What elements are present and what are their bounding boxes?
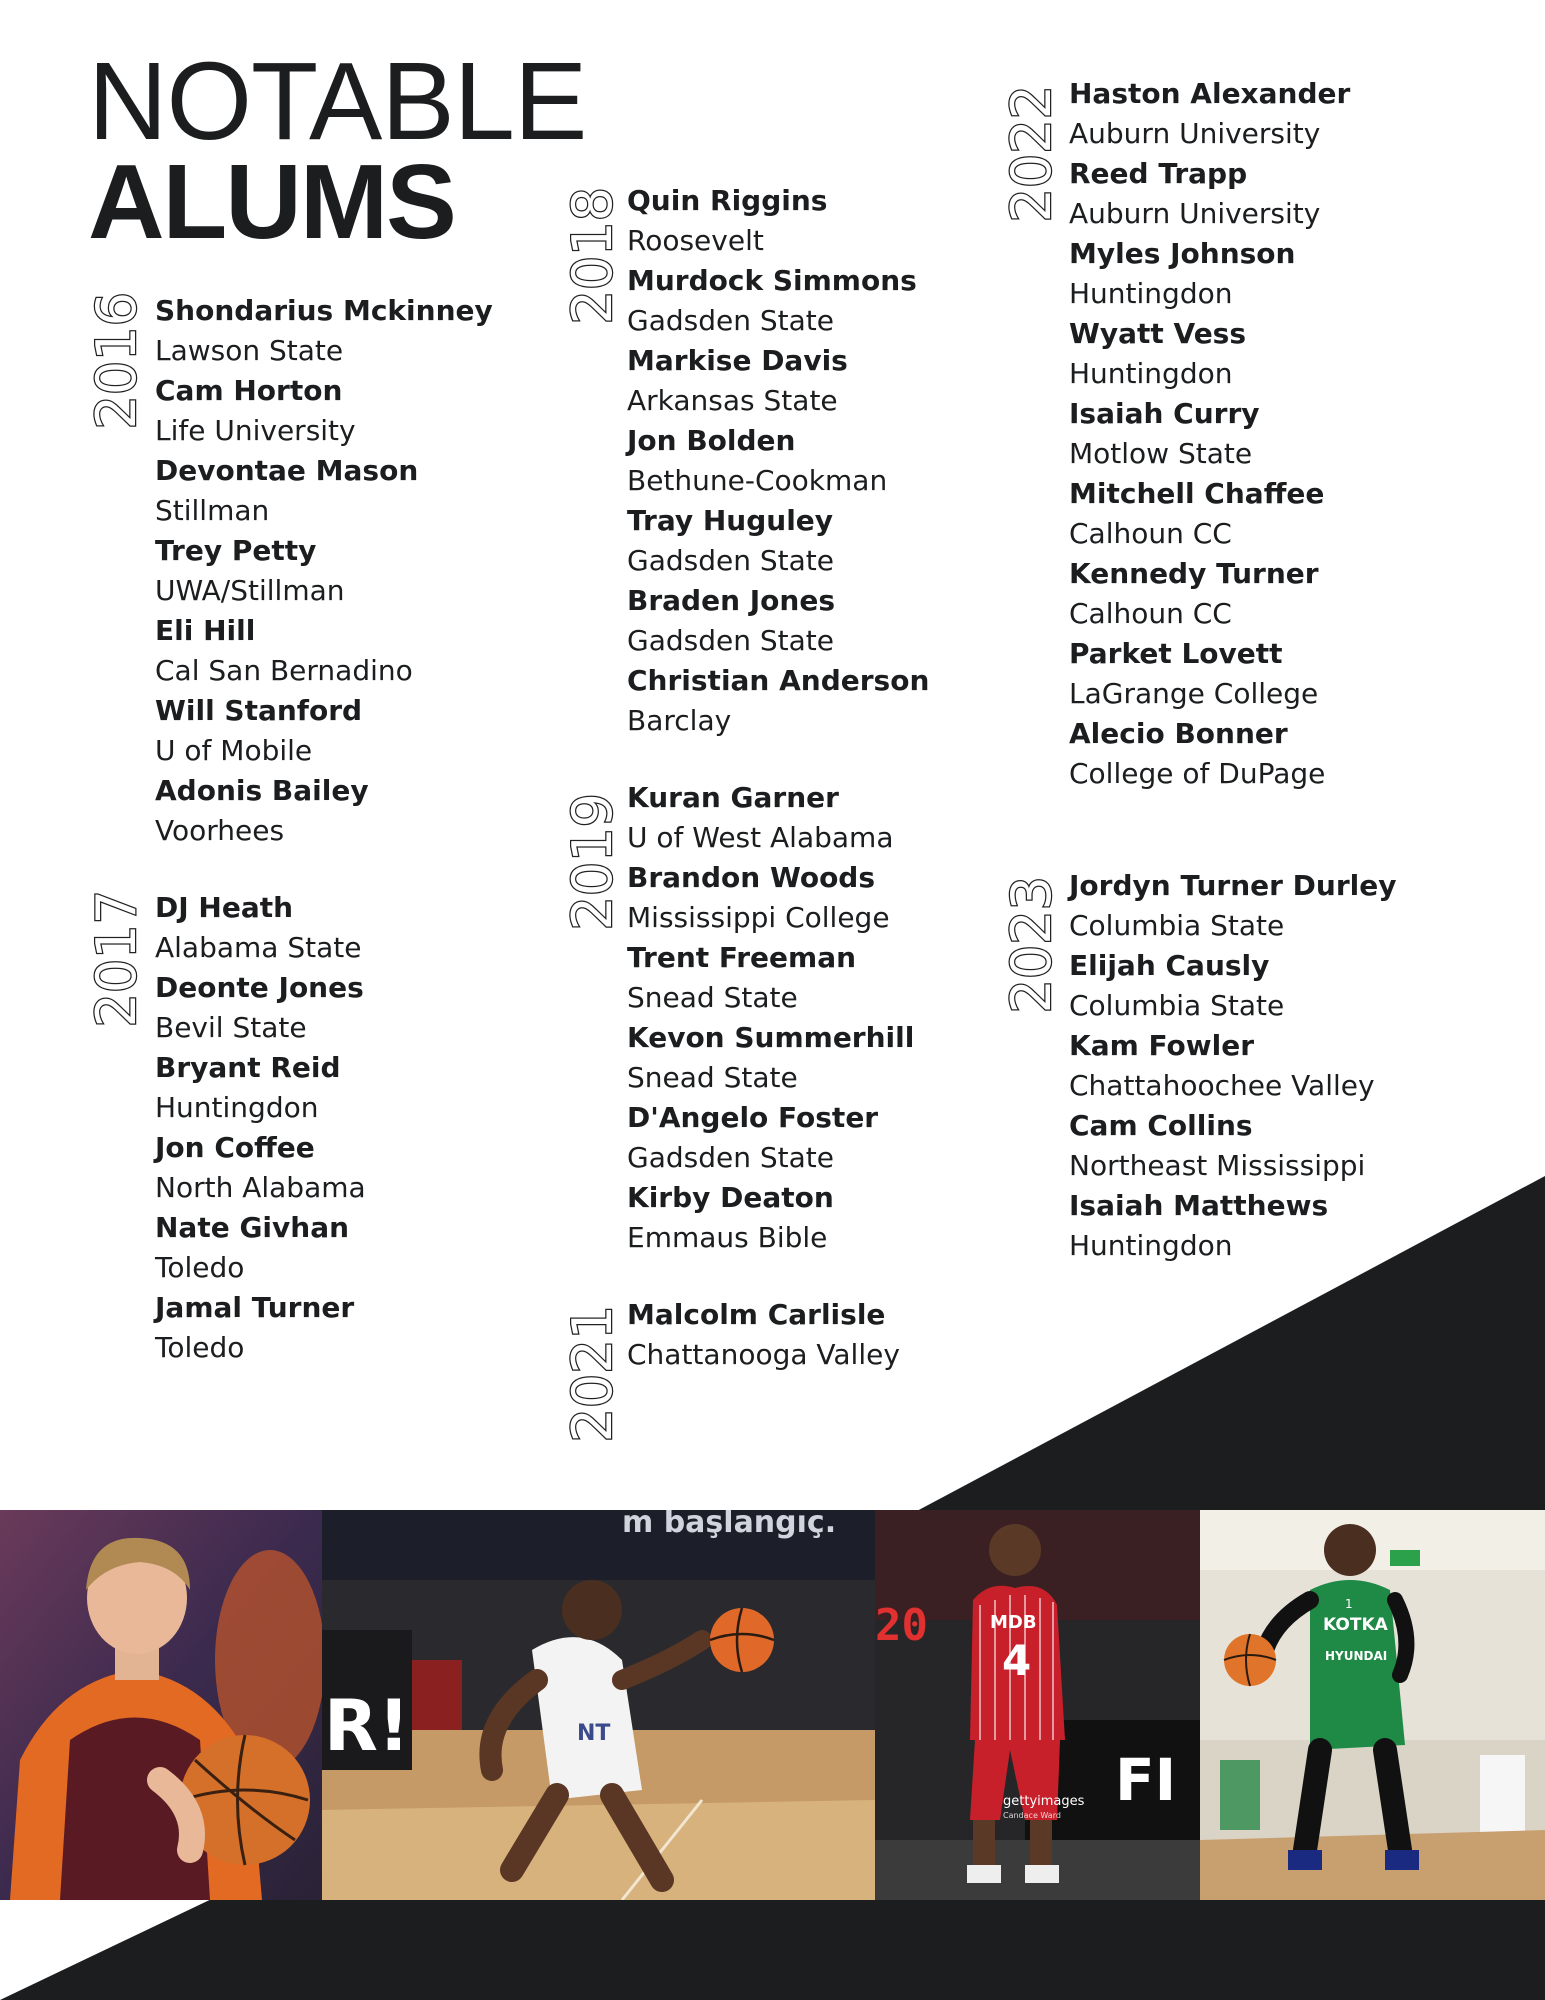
- alum-name: Wyatt Vess: [1069, 317, 1247, 350]
- alum-entry: [1069, 234, 1350, 314]
- alum-school: Bevil State: [155, 1011, 307, 1044]
- photo2-banner-text: m başlangıç.: [622, 1510, 837, 1540]
- alum-school: Arkansas State: [627, 384, 838, 417]
- alum-school: Roosevelt: [627, 224, 764, 257]
- alum-entry: [155, 771, 493, 851]
- year-label-2017: 2017: [85, 890, 148, 1028]
- alum-entry: [155, 451, 493, 531]
- alum-name: Kennedy Turner: [1069, 557, 1319, 590]
- alum-school: Toledo: [155, 1331, 245, 1364]
- alum-name: Kam Fowler: [1069, 1029, 1255, 1062]
- alum-school: Huntingdon: [155, 1091, 319, 1124]
- alum-school: Cal San Bernadino: [155, 654, 413, 687]
- year-label-2018: 2018: [561, 187, 624, 325]
- alum-entry: [1069, 74, 1350, 154]
- alum-name: Kevon Summerhill: [627, 1021, 915, 1054]
- alum-entry: [155, 371, 493, 451]
- year-label-2019: 2019: [561, 793, 624, 931]
- alum-name: Quin Riggins: [627, 184, 828, 217]
- alum-entry: [155, 888, 366, 968]
- alum-entry: [155, 1288, 366, 1368]
- alum-entry: [1069, 314, 1350, 394]
- photo-player-1: [0, 1510, 322, 1900]
- alum-school: Calhoun CC: [1069, 597, 1232, 630]
- alum-entry: [1069, 1186, 1397, 1266]
- alum-name: Kuran Garner: [627, 781, 839, 814]
- title-line-2: ALUMS: [88, 143, 455, 261]
- alum-list-2017: [155, 888, 366, 1368]
- alum-name: Brandon Woods: [627, 861, 876, 894]
- alum-entry: [627, 858, 914, 938]
- photo4-sponsor: HYUNDAI: [1325, 1649, 1388, 1663]
- alum-name: Tray Huguley: [627, 504, 834, 537]
- photo3-jersey-number: 4: [1002, 1636, 1032, 1685]
- alum-entry: [627, 1178, 914, 1258]
- alum-entry: [627, 421, 929, 501]
- alum-entry: [627, 181, 929, 261]
- alum-entry: [155, 1208, 366, 1288]
- alum-name: Isaiah Curry: [1069, 397, 1260, 430]
- alum-name: Elijah Causly: [1069, 949, 1270, 982]
- alum-school: Auburn University: [1069, 117, 1321, 150]
- alum-entry: [627, 261, 929, 341]
- alum-school: Stillman: [155, 494, 270, 527]
- alum-school: Snead State: [627, 981, 798, 1014]
- alum-school: Bethune-Cookman: [627, 464, 888, 497]
- alum-entry: [155, 691, 493, 771]
- photo4-jersey-number: 1: [1345, 1597, 1353, 1611]
- alum-school: North Alabama: [155, 1171, 366, 1204]
- alum-school: Lawson State: [155, 334, 344, 367]
- alum-list-2021: [627, 1295, 900, 1375]
- alum-list-2023: [1069, 866, 1397, 1266]
- alum-entry: [1069, 1026, 1397, 1106]
- alum-school: Alabama State: [155, 931, 362, 964]
- year-label-2021: 2021: [561, 1305, 624, 1443]
- alum-name: Adonis Bailey: [155, 774, 369, 807]
- alum-entry: [627, 1295, 900, 1375]
- alum-name: Kirby Deaton: [627, 1181, 834, 1214]
- alum-entry: [627, 1018, 914, 1098]
- alum-name: Jordyn Turner Durley: [1069, 869, 1397, 902]
- alum-name: Devontae Mason: [155, 454, 419, 487]
- alum-name: Parket Lovett: [1069, 637, 1283, 670]
- alum-school: Toledo: [155, 1251, 245, 1284]
- alum-name: Deonte Jones: [155, 971, 364, 1004]
- alum-school: Motlow State: [1069, 437, 1253, 470]
- alum-name: Trey Petty: [155, 534, 317, 567]
- alum-name: Will Stanford: [155, 694, 363, 727]
- alum-school: Auburn University: [1069, 197, 1321, 230]
- alum-name: Jon Bolden: [627, 424, 796, 457]
- photo2-sign-text: R!: [324, 1685, 410, 1767]
- alum-name: Jon Coffee: [155, 1131, 315, 1164]
- alum-name: Isaiah Matthews: [1069, 1189, 1329, 1222]
- alum-school: Huntingdon: [1069, 357, 1233, 390]
- alum-school: Gadsden State: [627, 304, 834, 337]
- alum-entry: [627, 341, 929, 421]
- photo2-jersey-text: NT: [577, 1721, 611, 1746]
- year-label-2022: 2022: [1000, 85, 1063, 223]
- alum-entry: [627, 1098, 914, 1178]
- alum-name: Jamal Turner: [155, 1291, 355, 1324]
- alum-name: Braden Jones: [627, 584, 836, 617]
- alum-entry: [1069, 1106, 1397, 1186]
- alum-list-2018: [627, 181, 929, 741]
- page-title: [88, 40, 587, 261]
- alum-list-2016: [155, 291, 493, 851]
- alum-entry: [1069, 394, 1350, 474]
- alum-school: Columbia State: [1069, 989, 1285, 1022]
- photo3-watermark-credit: Candace Ward: [1003, 1811, 1061, 1820]
- alum-name: Markise Davis: [627, 344, 848, 377]
- alum-entry: [627, 938, 914, 1018]
- alum-school: Huntingdon: [1069, 1229, 1233, 1262]
- alum-school: Chattanooga Valley: [627, 1338, 900, 1371]
- alum-school: Voorhees: [155, 814, 285, 847]
- alum-entry: [1069, 866, 1397, 946]
- alum-name: Mitchell Chaffee: [1069, 477, 1325, 510]
- alum-entry: [627, 501, 929, 581]
- alum-school: Gadsden State: [627, 1141, 834, 1174]
- alum-entry: [155, 291, 493, 371]
- alum-entry: [1069, 714, 1350, 794]
- alum-entry: [155, 1048, 366, 1128]
- alum-school: Huntingdon: [1069, 277, 1233, 310]
- alum-name: DJ Heath: [155, 891, 294, 924]
- alum-entry: [155, 1128, 366, 1208]
- alum-name: Malcolm Carlisle: [627, 1298, 886, 1331]
- photo3-watermark: gettyimages: [1003, 1794, 1085, 1809]
- photo3-jersey-team: MDB: [990, 1612, 1037, 1633]
- title-line-1: NOTABLE: [88, 40, 587, 163]
- alum-school: Snead State: [627, 1061, 798, 1094]
- alum-name: Myles Johnson: [1069, 237, 1296, 270]
- photo3-scoreboard: 20: [875, 1600, 928, 1651]
- alum-entry: [1069, 554, 1350, 634]
- alum-name: Alecio Bonner: [1069, 717, 1288, 750]
- alum-school: Mississippi College: [627, 901, 890, 934]
- alum-school: Columbia State: [1069, 909, 1285, 942]
- alum-entry: [155, 531, 493, 611]
- alum-school: Gadsden State: [627, 624, 834, 657]
- alum-school: Chattahoochee Valley: [1069, 1069, 1375, 1102]
- alum-school: Barclay: [627, 704, 732, 737]
- alum-entry: [627, 661, 929, 741]
- alum-entry: [1069, 474, 1350, 554]
- alum-name: Cam Horton: [155, 374, 343, 407]
- alum-name: Bryant Reid: [155, 1051, 341, 1084]
- alum-name: D'Angelo Foster: [627, 1101, 879, 1134]
- alum-school: College of DuPage: [1069, 757, 1326, 790]
- alum-name: Nate Givhan: [155, 1211, 350, 1244]
- alum-school: UWA/Stillman: [155, 574, 345, 607]
- alum-entry: [1069, 946, 1397, 1026]
- alum-name: Christian Anderson: [627, 664, 930, 697]
- alum-name: Reed Trapp: [1069, 157, 1248, 190]
- alum-school: LaGrange College: [1069, 677, 1319, 710]
- dark-triangle-lower: [0, 1895, 1545, 2000]
- alum-entry: [627, 778, 914, 858]
- alum-school: Life University: [155, 414, 356, 447]
- alum-entry: [155, 611, 493, 691]
- year-label-2016: 2016: [85, 292, 148, 430]
- alum-school: Calhoun CC: [1069, 517, 1232, 550]
- alum-name: Cam Collins: [1069, 1109, 1253, 1142]
- alum-name: Trent Freeman: [627, 941, 857, 974]
- alum-entry: [1069, 634, 1350, 714]
- alum-name: Haston Alexander: [1069, 77, 1351, 110]
- photo3-court-sign: FI: [1115, 1746, 1177, 1814]
- alum-list-2019: [627, 778, 914, 1258]
- photo-player-4: [1200, 1510, 1545, 1900]
- photo4-jersey-team: KOTKA: [1323, 1615, 1388, 1635]
- alum-entry: [1069, 154, 1350, 234]
- photo-player-2: [322, 1510, 875, 1900]
- alum-entry: [155, 968, 366, 1048]
- alum-school: Gadsden State: [627, 544, 834, 577]
- alum-list-2022: [1069, 74, 1350, 794]
- alum-name: Eli Hill: [155, 614, 256, 647]
- alum-school: U of West Alabama: [627, 821, 894, 854]
- alum-name: Murdock Simmons: [627, 264, 917, 297]
- photo-strip: [0, 1510, 1545, 1900]
- alum-name: Shondarius Mckinney: [155, 294, 493, 327]
- year-label-2023: 2023: [1000, 876, 1063, 1014]
- photo-player-3: [875, 1510, 1200, 1900]
- alum-school: Emmaus Bible: [627, 1221, 828, 1254]
- alum-school: Northeast Mississippi: [1069, 1149, 1366, 1182]
- alum-entry: [627, 581, 929, 661]
- alum-school: U of Mobile: [155, 734, 313, 767]
